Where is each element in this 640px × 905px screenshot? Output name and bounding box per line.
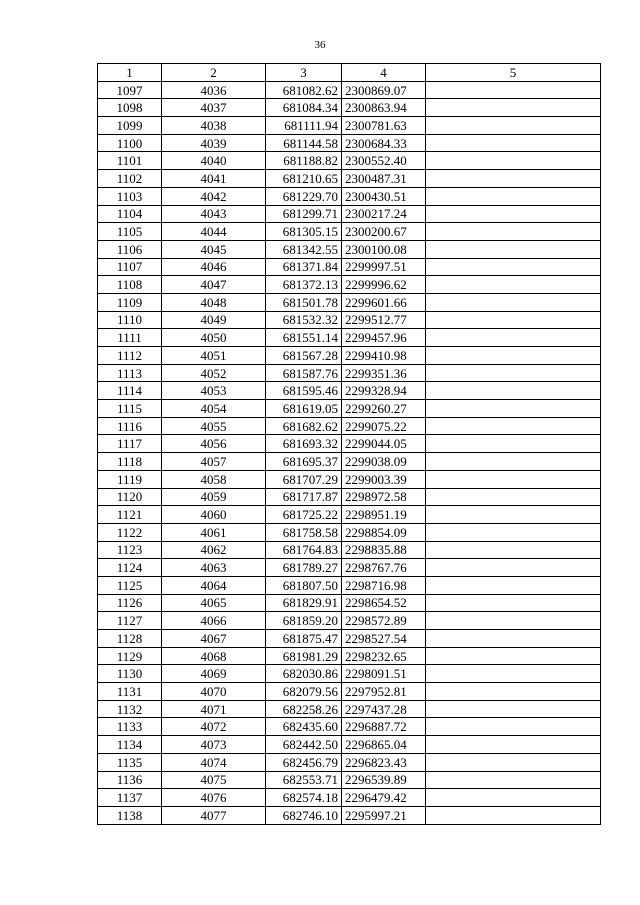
row-index-cell: 1125 bbox=[98, 576, 162, 594]
x-coordinate-cell: 681305.15 bbox=[266, 223, 342, 241]
table-row bbox=[98, 718, 601, 736]
point-number-cell: 4062 bbox=[162, 541, 266, 559]
point-number-cell: 4041 bbox=[162, 170, 266, 188]
table-row bbox=[98, 205, 601, 223]
y-coordinate-cell: 2299260.27 bbox=[342, 400, 426, 418]
x-coordinate-cell: 681372.13 bbox=[266, 276, 342, 294]
point-number-cell: 4043 bbox=[162, 205, 266, 223]
row-index-cell: 1131 bbox=[98, 683, 162, 701]
column-header-2: 2 bbox=[162, 64, 266, 82]
table-row bbox=[98, 665, 601, 683]
row-index-cell: 1115 bbox=[98, 400, 162, 418]
row-index-cell: 1117 bbox=[98, 435, 162, 453]
point-number-cell: 4072 bbox=[162, 718, 266, 736]
x-coordinate-cell: 681188.82 bbox=[266, 152, 342, 170]
note-cell bbox=[426, 240, 601, 258]
note-cell bbox=[426, 523, 601, 541]
x-coordinate-cell: 681084.34 bbox=[266, 99, 342, 117]
row-index-cell: 1106 bbox=[98, 240, 162, 258]
x-coordinate-cell: 682574.18 bbox=[266, 789, 342, 807]
note-cell bbox=[426, 170, 601, 188]
point-number-cell: 4042 bbox=[162, 187, 266, 205]
table-row bbox=[98, 81, 601, 99]
point-number-cell: 4056 bbox=[162, 435, 266, 453]
y-coordinate-cell: 2295997.21 bbox=[342, 806, 426, 824]
note-cell bbox=[426, 753, 601, 771]
table-row bbox=[98, 187, 601, 205]
x-coordinate-cell: 681981.29 bbox=[266, 647, 342, 665]
point-number-cell: 4051 bbox=[162, 347, 266, 365]
x-coordinate-cell: 682553.71 bbox=[266, 771, 342, 789]
row-index-cell: 1134 bbox=[98, 736, 162, 754]
row-index-cell: 1127 bbox=[98, 612, 162, 630]
point-number-cell: 4046 bbox=[162, 258, 266, 276]
row-index-cell: 1137 bbox=[98, 789, 162, 807]
point-number-cell: 4077 bbox=[162, 806, 266, 824]
note-cell bbox=[426, 205, 601, 223]
x-coordinate-cell: 681111.94 bbox=[266, 117, 342, 135]
row-index-cell: 1109 bbox=[98, 293, 162, 311]
y-coordinate-cell: 2298572.89 bbox=[342, 612, 426, 630]
point-number-cell: 4036 bbox=[162, 81, 266, 99]
y-coordinate-cell: 2300430.51 bbox=[342, 187, 426, 205]
note-cell bbox=[426, 417, 601, 435]
y-coordinate-cell: 2300217.24 bbox=[342, 205, 426, 223]
point-number-cell: 4045 bbox=[162, 240, 266, 258]
x-coordinate-cell: 681875.47 bbox=[266, 630, 342, 648]
point-number-cell: 4039 bbox=[162, 134, 266, 152]
y-coordinate-cell: 2300863.94 bbox=[342, 99, 426, 117]
table-row bbox=[98, 806, 601, 824]
point-number-cell: 4048 bbox=[162, 293, 266, 311]
table-row bbox=[98, 630, 601, 648]
note-cell bbox=[426, 789, 601, 807]
table-row bbox=[98, 382, 601, 400]
y-coordinate-cell: 2298232.65 bbox=[342, 647, 426, 665]
x-coordinate-cell: 681342.55 bbox=[266, 240, 342, 258]
point-number-cell: 4054 bbox=[162, 400, 266, 418]
x-coordinate-cell: 681807.50 bbox=[266, 576, 342, 594]
row-index-cell: 1101 bbox=[98, 152, 162, 170]
row-index-cell: 1113 bbox=[98, 364, 162, 382]
table-row bbox=[98, 258, 601, 276]
point-number-cell: 4050 bbox=[162, 329, 266, 347]
table-row bbox=[98, 364, 601, 382]
x-coordinate-cell: 681567.28 bbox=[266, 347, 342, 365]
note-cell bbox=[426, 258, 601, 276]
note-cell bbox=[426, 700, 601, 718]
row-index-cell: 1100 bbox=[98, 134, 162, 152]
table-row bbox=[98, 612, 601, 630]
x-coordinate-cell: 681695.37 bbox=[266, 453, 342, 471]
table-row bbox=[98, 470, 601, 488]
table-body bbox=[98, 81, 601, 824]
row-index-cell: 1111 bbox=[98, 329, 162, 347]
note-cell bbox=[426, 187, 601, 205]
point-number-cell: 4066 bbox=[162, 612, 266, 630]
point-number-cell: 4064 bbox=[162, 576, 266, 594]
point-number-cell: 4068 bbox=[162, 647, 266, 665]
point-number-cell: 4057 bbox=[162, 453, 266, 471]
point-number-cell: 4063 bbox=[162, 559, 266, 577]
x-coordinate-cell: 682435.60 bbox=[266, 718, 342, 736]
point-number-cell: 4038 bbox=[162, 117, 266, 135]
row-index-cell: 1132 bbox=[98, 700, 162, 718]
note-cell bbox=[426, 152, 601, 170]
y-coordinate-cell: 2298854.09 bbox=[342, 523, 426, 541]
row-index-cell: 1122 bbox=[98, 523, 162, 541]
table-row bbox=[98, 347, 601, 365]
x-coordinate-cell: 681619.05 bbox=[266, 400, 342, 418]
x-coordinate-cell: 681501.78 bbox=[266, 293, 342, 311]
table-row bbox=[98, 311, 601, 329]
point-number-cell: 4047 bbox=[162, 276, 266, 294]
table-row bbox=[98, 276, 601, 294]
note-cell bbox=[426, 453, 601, 471]
point-number-cell: 4044 bbox=[162, 223, 266, 241]
y-coordinate-cell: 2296887.72 bbox=[342, 718, 426, 736]
table-row bbox=[98, 753, 601, 771]
table-row bbox=[98, 134, 601, 152]
table-row bbox=[98, 170, 601, 188]
row-index-cell: 1128 bbox=[98, 630, 162, 648]
row-index-cell: 1112 bbox=[98, 347, 162, 365]
point-number-cell: 4052 bbox=[162, 364, 266, 382]
column-header-1: 1 bbox=[98, 64, 162, 82]
point-number-cell: 4058 bbox=[162, 470, 266, 488]
row-index-cell: 1099 bbox=[98, 117, 162, 135]
row-index-cell: 1107 bbox=[98, 258, 162, 276]
y-coordinate-cell: 2300684.33 bbox=[342, 134, 426, 152]
point-number-cell: 4040 bbox=[162, 152, 266, 170]
y-coordinate-cell: 2299512.77 bbox=[342, 311, 426, 329]
y-coordinate-cell: 2300487.31 bbox=[342, 170, 426, 188]
table-row bbox=[98, 559, 601, 577]
x-coordinate-cell: 681859.20 bbox=[266, 612, 342, 630]
note-cell bbox=[426, 382, 601, 400]
x-coordinate-cell: 681758.58 bbox=[266, 523, 342, 541]
x-coordinate-cell: 681551.14 bbox=[266, 329, 342, 347]
x-coordinate-cell: 681725.22 bbox=[266, 506, 342, 524]
point-number-cell: 4053 bbox=[162, 382, 266, 400]
note-cell bbox=[426, 506, 601, 524]
point-number-cell: 4037 bbox=[162, 99, 266, 117]
note-cell bbox=[426, 293, 601, 311]
x-coordinate-cell: 682079.56 bbox=[266, 683, 342, 701]
coordinates-table bbox=[97, 63, 601, 825]
x-coordinate-cell: 682030.86 bbox=[266, 665, 342, 683]
x-coordinate-cell: 682456.79 bbox=[266, 753, 342, 771]
y-coordinate-cell: 2296823.43 bbox=[342, 753, 426, 771]
y-coordinate-cell: 2296479.42 bbox=[342, 789, 426, 807]
x-coordinate-cell: 681764.83 bbox=[266, 541, 342, 559]
y-coordinate-cell: 2299601.66 bbox=[342, 293, 426, 311]
point-number-cell: 4065 bbox=[162, 594, 266, 612]
y-coordinate-cell: 2299003.39 bbox=[342, 470, 426, 488]
row-index-cell: 1138 bbox=[98, 806, 162, 824]
table-row bbox=[98, 700, 601, 718]
row-index-cell: 1120 bbox=[98, 488, 162, 506]
table-row bbox=[98, 594, 601, 612]
point-number-cell: 4075 bbox=[162, 771, 266, 789]
y-coordinate-cell: 2297437.28 bbox=[342, 700, 426, 718]
table-row bbox=[98, 506, 601, 524]
table-row bbox=[98, 99, 601, 117]
row-index-cell: 1118 bbox=[98, 453, 162, 471]
note-cell bbox=[426, 594, 601, 612]
x-coordinate-cell: 681595.46 bbox=[266, 382, 342, 400]
y-coordinate-cell: 2299075.22 bbox=[342, 417, 426, 435]
x-coordinate-cell: 682258.26 bbox=[266, 700, 342, 718]
y-coordinate-cell: 2299997.51 bbox=[342, 258, 426, 276]
y-coordinate-cell: 2299044.05 bbox=[342, 435, 426, 453]
x-coordinate-cell: 681717.87 bbox=[266, 488, 342, 506]
y-coordinate-cell: 2296865.04 bbox=[342, 736, 426, 754]
note-cell bbox=[426, 683, 601, 701]
row-index-cell: 1098 bbox=[98, 99, 162, 117]
y-coordinate-cell: 2298091.51 bbox=[342, 665, 426, 683]
y-coordinate-cell: 2298835.88 bbox=[342, 541, 426, 559]
note-cell bbox=[426, 347, 601, 365]
x-coordinate-cell: 681693.32 bbox=[266, 435, 342, 453]
table-row bbox=[98, 435, 601, 453]
x-coordinate-cell: 681789.27 bbox=[266, 559, 342, 577]
row-index-cell: 1124 bbox=[98, 559, 162, 577]
note-cell bbox=[426, 665, 601, 683]
row-index-cell: 1133 bbox=[98, 718, 162, 736]
y-coordinate-cell: 2298951.19 bbox=[342, 506, 426, 524]
note-cell bbox=[426, 718, 601, 736]
table-row bbox=[98, 453, 601, 471]
table-row bbox=[98, 771, 601, 789]
point-number-cell: 4049 bbox=[162, 311, 266, 329]
note-cell bbox=[426, 276, 601, 294]
column-header-3: 3 bbox=[266, 64, 342, 82]
note-cell bbox=[426, 647, 601, 665]
page-number: 36 bbox=[314, 39, 326, 51]
x-coordinate-cell: 681532.32 bbox=[266, 311, 342, 329]
note-cell bbox=[426, 99, 601, 117]
y-coordinate-cell: 2298654.52 bbox=[342, 594, 426, 612]
x-coordinate-cell: 681371.84 bbox=[266, 258, 342, 276]
x-coordinate-cell: 681299.71 bbox=[266, 205, 342, 223]
row-index-cell: 1121 bbox=[98, 506, 162, 524]
table-row bbox=[98, 683, 601, 701]
x-coordinate-cell: 681587.76 bbox=[266, 364, 342, 382]
y-coordinate-cell: 2298767.76 bbox=[342, 559, 426, 577]
x-coordinate-cell: 681082.62 bbox=[266, 81, 342, 99]
note-cell bbox=[426, 364, 601, 382]
x-coordinate-cell: 681144.58 bbox=[266, 134, 342, 152]
y-coordinate-cell: 2298716.98 bbox=[342, 576, 426, 594]
y-coordinate-cell: 2298527.54 bbox=[342, 630, 426, 648]
y-coordinate-cell: 2298972.58 bbox=[342, 488, 426, 506]
note-cell bbox=[426, 488, 601, 506]
table-row bbox=[98, 400, 601, 418]
note-cell bbox=[426, 329, 601, 347]
note-cell bbox=[426, 806, 601, 824]
point-number-cell: 4067 bbox=[162, 630, 266, 648]
table-row bbox=[98, 293, 601, 311]
note-cell bbox=[426, 400, 601, 418]
row-index-cell: 1119 bbox=[98, 470, 162, 488]
table-row bbox=[98, 488, 601, 506]
table-row bbox=[98, 789, 601, 807]
x-coordinate-cell: 681682.62 bbox=[266, 417, 342, 435]
row-index-cell: 1136 bbox=[98, 771, 162, 789]
x-coordinate-cell: 682746.10 bbox=[266, 806, 342, 824]
row-index-cell: 1097 bbox=[98, 81, 162, 99]
note-cell bbox=[426, 223, 601, 241]
row-index-cell: 1102 bbox=[98, 170, 162, 188]
point-number-cell: 4060 bbox=[162, 506, 266, 524]
row-index-cell: 1130 bbox=[98, 665, 162, 683]
point-number-cell: 4059 bbox=[162, 488, 266, 506]
row-index-cell: 1108 bbox=[98, 276, 162, 294]
note-cell bbox=[426, 771, 601, 789]
x-coordinate-cell: 682442.50 bbox=[266, 736, 342, 754]
row-index-cell: 1135 bbox=[98, 753, 162, 771]
row-index-cell: 1123 bbox=[98, 541, 162, 559]
note-cell bbox=[426, 81, 601, 99]
y-coordinate-cell: 2299328.94 bbox=[342, 382, 426, 400]
note-cell bbox=[426, 576, 601, 594]
table-row bbox=[98, 240, 601, 258]
column-header-4: 4 bbox=[342, 64, 426, 82]
column-header-5: 5 bbox=[426, 64, 601, 82]
table-row bbox=[98, 329, 601, 347]
note-cell bbox=[426, 612, 601, 630]
row-index-cell: 1116 bbox=[98, 417, 162, 435]
table-row bbox=[98, 647, 601, 665]
note-cell bbox=[426, 630, 601, 648]
row-index-cell: 1126 bbox=[98, 594, 162, 612]
note-cell bbox=[426, 311, 601, 329]
row-index-cell: 1105 bbox=[98, 223, 162, 241]
y-coordinate-cell: 2300781.63 bbox=[342, 117, 426, 135]
table-row bbox=[98, 523, 601, 541]
y-coordinate-cell: 2299996.62 bbox=[342, 276, 426, 294]
point-number-cell: 4055 bbox=[162, 417, 266, 435]
row-index-cell: 1104 bbox=[98, 205, 162, 223]
row-index-cell: 1103 bbox=[98, 187, 162, 205]
note-cell bbox=[426, 117, 601, 135]
point-number-cell: 4070 bbox=[162, 683, 266, 701]
row-index-cell: 1114 bbox=[98, 382, 162, 400]
point-number-cell: 4073 bbox=[162, 736, 266, 754]
y-coordinate-cell: 2300869.07 bbox=[342, 81, 426, 99]
y-coordinate-cell: 2300552.40 bbox=[342, 152, 426, 170]
y-coordinate-cell: 2299038.09 bbox=[342, 453, 426, 471]
note-cell bbox=[426, 470, 601, 488]
x-coordinate-cell: 681829.91 bbox=[266, 594, 342, 612]
y-coordinate-cell: 2296539.89 bbox=[342, 771, 426, 789]
y-coordinate-cell: 2300100.08 bbox=[342, 240, 426, 258]
note-cell bbox=[426, 736, 601, 754]
row-index-cell: 1129 bbox=[98, 647, 162, 665]
y-coordinate-cell: 2299457.96 bbox=[342, 329, 426, 347]
table-header-row bbox=[98, 64, 601, 82]
table-row bbox=[98, 417, 601, 435]
table-row bbox=[98, 541, 601, 559]
x-coordinate-cell: 681229.70 bbox=[266, 187, 342, 205]
note-cell bbox=[426, 559, 601, 577]
table-row bbox=[98, 152, 601, 170]
point-number-cell: 4069 bbox=[162, 665, 266, 683]
point-number-cell: 4076 bbox=[162, 789, 266, 807]
table-row bbox=[98, 576, 601, 594]
note-cell bbox=[426, 541, 601, 559]
point-number-cell: 4074 bbox=[162, 753, 266, 771]
y-coordinate-cell: 2299351.36 bbox=[342, 364, 426, 382]
y-coordinate-cell: 2297952.81 bbox=[342, 683, 426, 701]
table-row bbox=[98, 117, 601, 135]
x-coordinate-cell: 681707.29 bbox=[266, 470, 342, 488]
table-row bbox=[98, 223, 601, 241]
note-cell bbox=[426, 134, 601, 152]
note-cell bbox=[426, 435, 601, 453]
row-index-cell: 1110 bbox=[98, 311, 162, 329]
point-number-cell: 4061 bbox=[162, 523, 266, 541]
table-row bbox=[98, 736, 601, 754]
y-coordinate-cell: 2300200.67 bbox=[342, 223, 426, 241]
x-coordinate-cell: 681210.65 bbox=[266, 170, 342, 188]
point-number-cell: 4071 bbox=[162, 700, 266, 718]
y-coordinate-cell: 2299410.98 bbox=[342, 347, 426, 365]
